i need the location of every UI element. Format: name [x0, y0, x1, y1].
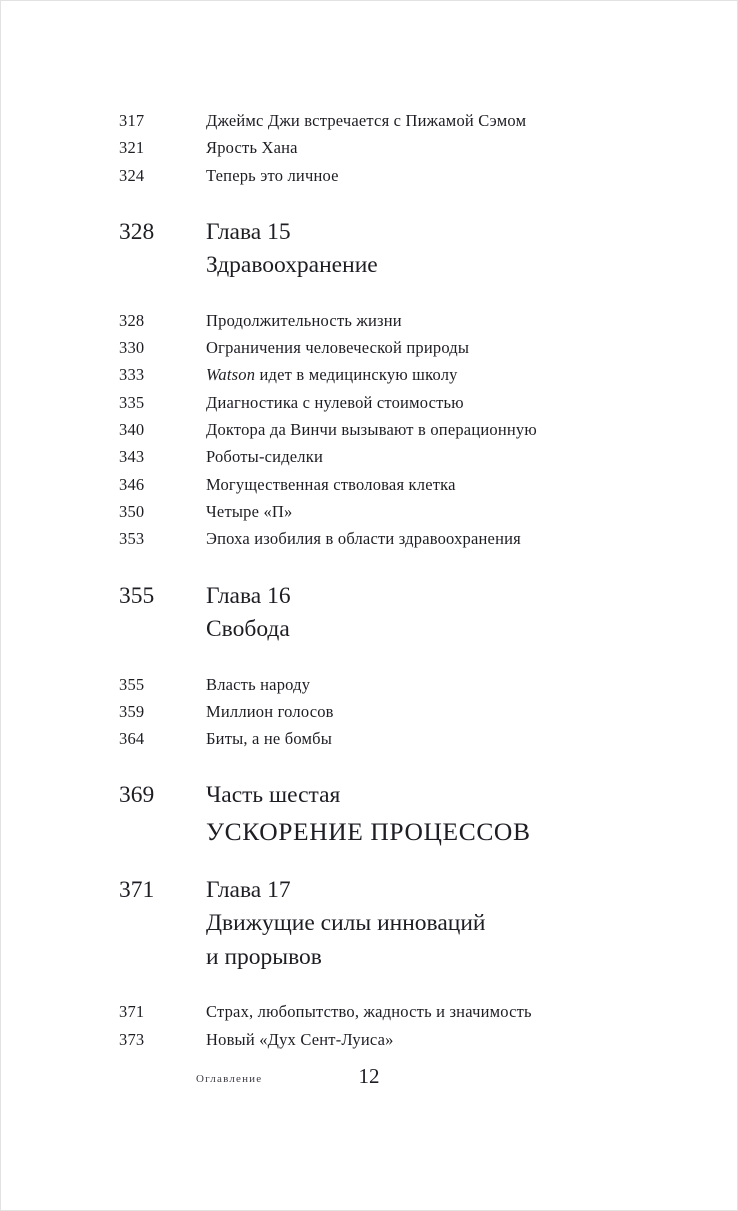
entry-title: Джеймс Джи встречается с Пижамой Сэмом: [206, 111, 527, 130]
toc-entry: [119, 525, 697, 552]
entry-page-number: 324: [119, 165, 145, 185]
entry-page-number: 359: [119, 701, 145, 721]
toc-entry: [119, 443, 697, 470]
entry-title: Миллион голосов: [206, 701, 334, 721]
entry-page-number: 346: [119, 474, 145, 494]
entry-page-number: 373: [119, 1029, 145, 1049]
toc-entry: [119, 416, 697, 443]
entry-title: Глава 16 Свобода: [206, 582, 291, 643]
entry-page-number: 353: [119, 529, 145, 549]
toc-list: [119, 107, 697, 1053]
entry-page-number: 335: [119, 392, 145, 412]
toc-entry: [119, 498, 697, 525]
entry-title: Глава 17 Движущие силы инноваций и прорывов: [206, 876, 486, 970]
entry-page-number: 340: [119, 420, 145, 440]
entry-title: Продолжительность жизни: [206, 310, 402, 330]
toc-chapter-heading: [119, 216, 697, 283]
toc-entry: [119, 307, 697, 334]
entry-page-number: 364: [119, 729, 145, 749]
entry-title: Власть народу: [206, 674, 311, 694]
toc-entry: [119, 361, 697, 388]
entry-page-number: 371: [119, 1002, 145, 1022]
entry-page-number: 350: [119, 501, 145, 521]
toc-entry: [119, 1026, 697, 1053]
toc-entry: [119, 471, 697, 498]
toc-entry: [119, 107, 697, 134]
toc-entry: [119, 389, 697, 416]
entry-title: Теперь это личное: [206, 165, 339, 185]
entry-page-number: 328: [119, 218, 155, 245]
entry-page-number: 355: [119, 582, 155, 609]
entry-page-number: 330: [119, 338, 145, 358]
entry-page-number: 321: [119, 138, 145, 158]
toc-chapter-heading: [119, 874, 697, 975]
entry-title: Ограничения человеческой природы: [206, 338, 470, 358]
entry-title: Могущественная стволовая клетка: [206, 474, 456, 494]
entry-title: Доктора да Винчи вызывают в операционную: [206, 420, 537, 440]
toc-entry: [119, 698, 697, 725]
entry-title: Страх, любопытство, жадность и значимость: [206, 1002, 532, 1022]
entry-page-number: 328: [119, 310, 145, 330]
entry-title: Четыре «П»: [206, 501, 293, 521]
entry-title: Новый «Дух Сент-Луиса»: [206, 1029, 394, 1049]
entry-title: Роботы-сиделки: [206, 447, 323, 467]
entry-title: Глава 15 Здравоохранение: [206, 218, 378, 279]
entry-title: Ярость Хана: [206, 138, 298, 158]
entry-page-number: 369: [119, 782, 155, 809]
entry-title: Эпоха изобилия в области здравоохранения: [206, 529, 521, 549]
page-footer: [119, 1064, 697, 1098]
entry-page-number: 371: [119, 876, 155, 903]
entry-page-number: 317: [119, 111, 145, 130]
toc-entry: [119, 998, 697, 1025]
toc-entry: [119, 671, 697, 698]
running-title: Оглавление: [196, 1073, 263, 1085]
toc-entry: [119, 334, 697, 361]
entry-title: Watson идет в медицинскую школу: [206, 365, 458, 385]
entry-page-number: 333: [119, 365, 145, 385]
entry-page-number: 343: [119, 447, 145, 467]
entry-title: Биты, а не бомбы: [206, 729, 333, 749]
page-number: 12: [358, 1064, 380, 1088]
toc-entry: [119, 134, 697, 161]
entry-title: Часть шестая УСКОРЕНИЕ ПРОЦЕССОВ: [206, 782, 531, 846]
toc-part-heading: [119, 779, 697, 850]
toc-entry: [119, 725, 697, 752]
toc-chapter-heading: [119, 580, 697, 647]
toc-entry: [119, 162, 697, 189]
entry-title: Диагностика с нулевой стоимостью: [206, 392, 464, 412]
entry-page-number: 355: [119, 674, 145, 694]
